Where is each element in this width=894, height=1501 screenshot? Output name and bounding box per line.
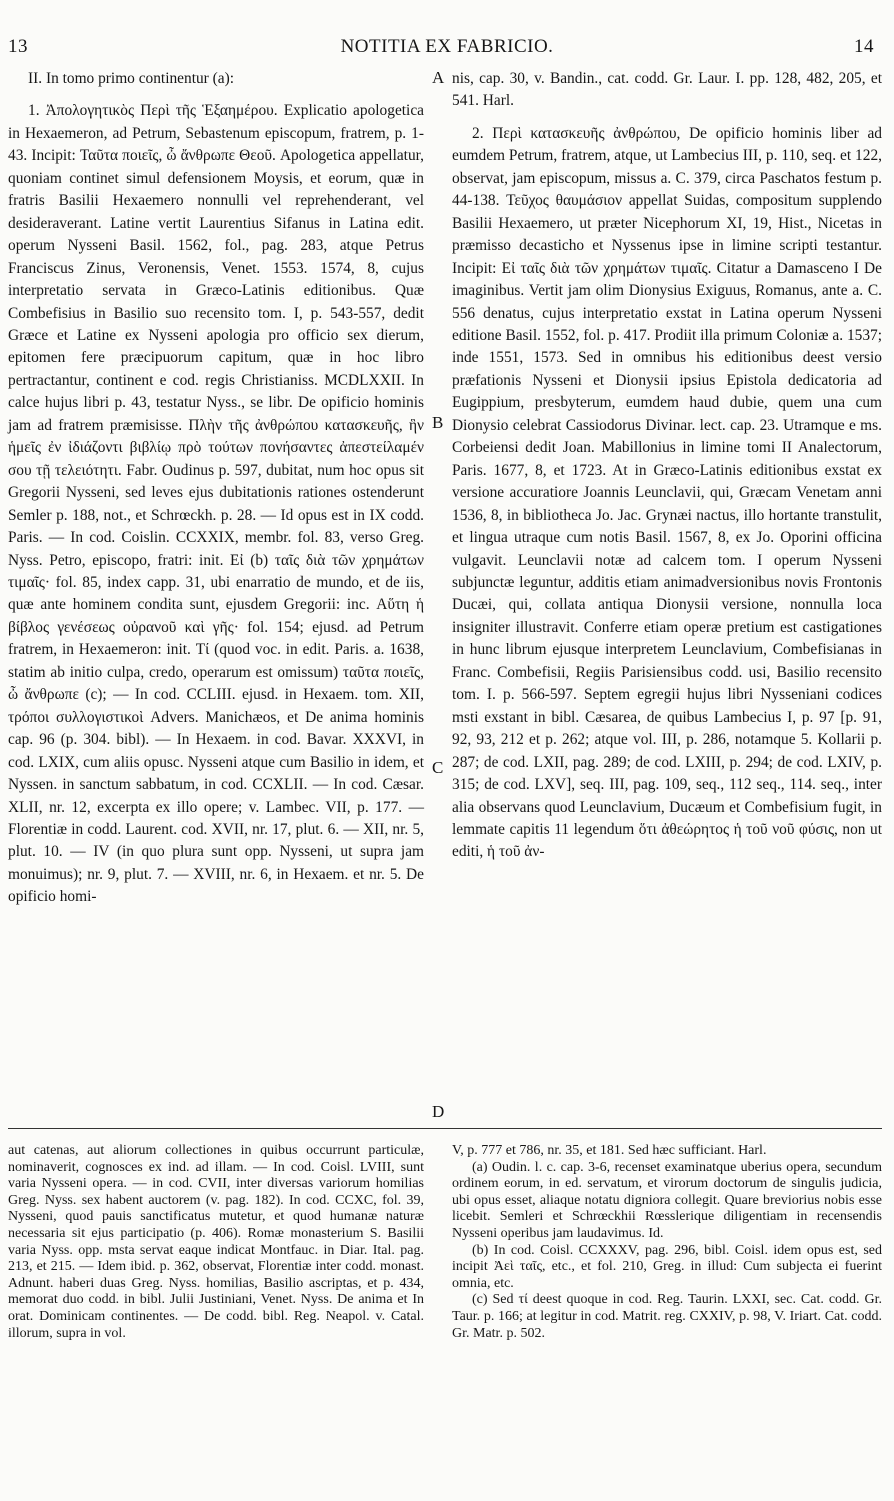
running-title: NOTITIA EX FABRICIO. [340, 36, 554, 57]
right-page-number: 14 [854, 36, 874, 57]
margin-letter-c: C [432, 758, 444, 777]
section-heading: II. In tomo primo continentur (a): [28, 70, 235, 87]
margin-letter-a: A [432, 68, 445, 87]
paragraph-item-2: 2. Περὶ κατασκευῆς ἀνθρώπου, De opificio hominis liber ad eumdem Petrum, fratrem, atque, ut Lambecius III, p. 110, seq. et 122, observat, jam episcopum, missus a. C. 379, circa Paschatos festum p. 44-138. Τεῦχος θαυμάσιον appellat Suidas, compositum supplendo Basilii Hexaemero, ut præter Nicephorum XI, 19, Hist., Nicetas in præmisso decasticho et Nyssenus ipse in limine scripti testantur. Incipit: Εἰ ταῖς διὰ τῶν χρημάτων τιμαῖς. Citatur a Damasceno I De imaginibus. Vertit jam olim Dionysius Exiguus, Romanus, ante a. C. 556 denatus, cujus interpretatio exstat in Latina operum Nysseni editione Basil. 1552, fol. p. 417. Prodiit illa primum Coloniæ a. 1537; inde 1551, 1573. Sed in omnibus his editionibus deest versio præfationis Nysseni et Dionysii ipsius Epistola dedicatoria ad Eugippium, presbyterum, eumdem haud dubie, quem una cum Dionysio celebrat Cassiodorus Divinar. lect. cap. 23. Utramque e ms. Corbeiensi dedit Joan. Mabillonius in limine tomi II Analectorum, Paris. 1677, 8, et 1723. At in Græco-Latinis editionibus exstat ex versione accuratiore Joannis Leunclavii, qui, Græcam Venetam anni 1536, 8, in bibliotheca Jo. Jac. Grynæi nactus, illo hortante transtulit, et lingua utraque cum notis Basil. 1567, 8, ex Jo. Oporini officina vulgavit. Leunclavii notæ ad calcem tom. I operum Nysseni subjunctæ leguntur, additis etiam animadversionibus novis Frontonis Ducæi, qui, collata antiqua Dionysii versione, nonnulla loca insigniter illustravit. Conferre etiam operæ pretium est castigationes in hunc librum ejusque interpretem Leunclavium, Combefisianas in Franc. Combefisii, Regiis Parisiensibus codd. usi, Basilio recensito tom. I. p. 566-597. Septem egregii hujus libri Nysseniani codices msti exstant in bibl. Cæsarea, de quibus Lambecius I, p. 97 [p. 91, 92, 93, 212 et p. 262; atque vol. III, p. 286, notamque 5. Kollarii p. 287; de cod. LXII, pag. 289; de cod. LXIII, p. 294; de cod. LXIV, p. 315; de cod. LXV], seq. III, pag. 109, seq., 112 seq., 114. seq., inter alia observans quod Leunclavium, Ducæum et Combefisium fugit, in lemmate capitis 11 legendum ὅτι ἀθεώρητος ἡ τοῦ νοῦ φύσις, non ut editi, ἡ τοῦ ἀν- [452, 124, 882, 861]
margin-letter-b: B [432, 413, 444, 432]
footnote-rule [8, 1128, 882, 1129]
paragraph-continuation: nis, cap. 30, v. Bandin., cat. codd. Gr. Laur. I. pp. 128, 482, 205, et 541. Harl. [452, 70, 882, 110]
footnote-b: (b) In cod. Coisl. CCXXXV, pag. 296, bibl. Coisl. idem opus est, sed incipit Ἀεὶ ταῖς, etc., et fol. 210, Greg. in illud: Cum subjecta ei fuerint omnia, etc. [452, 1242, 882, 1291]
left-column [8, 68, 424, 909]
footnote-a: (a) Oudin. l. c. cap. 3-6, recenset examinatque uberius opera, secundum ordinem eorum, in ed. servatum, et virorum doctorum de singulis judicia, ubi opus esset, aliaque notatu digniora collegit. Quare breviorius nobis esse licebit. Semleri et Schrœckhii Rœsslerique diligentiam in recensendis Nysseni operibus jam laudavimus. Id. [452, 1159, 882, 1241]
footnote-continuation: aut catenas, aut aliorum collectiones in quibus occurrunt particulæ, nominaverit, cognosces ex ind. ad illam. — In cod. Coisl. LVIII, sunt varia Nysseni opera. — in cod. CVII, inter diversas variorum homilias Greg. Nyss. sex habent auctorem (v. pag. 182). In cod. CCXC, fol. 39, Nysseni, quod pauis sanctificatus mutetur, et quod humanæ naturæ necessaria sit ejus participatio (p. 406). Romæ monasterium S. Basilii varia Nyss. opp. msta servat eaque indicat Montfauc. in Diar. Ital. pag. 213, et 215. — Idem ibid. p. 362, observat, Florentiæ inter codd. monast. Adnunt. haberi duas Greg. Nyss. homilias, Basilio ascriptas, et p. 434, memorat duo codd. in bibl. Julii Justiniani, Venet. Nyss. De anima et In orat. Dominicam continentes. — De codd. bibl. Reg. Neapol. v. Catal. illorum, supra in vol. [8, 1143, 424, 1341]
right-column [452, 68, 882, 864]
footnotes-right [452, 1143, 882, 1342]
paragraph-item-1: 1. Ἀπολογητικὸς Περὶ τῆς Ἑξαημέρου. Explicatio apologetica in Hexaemeron, ad Petrum, Sebastenum episcopum, fratrem, p. 1-43. Incipit: Ταῦτα ποιεῖς, ὦ ἄνθρωπε Θεοῦ. Apologetica appellatur, quoniam continet simul defensionem Moysis, et eorum, quæ in fratris Basilii Hexaemero nonnulli vel reprehenderant, vel desideraverant. Latine vertit Laurentius Sifanus in Latina edit. operum Nysseni Basil. 1562, fol., pag. 283, atque Petrus Franciscus Zinus, Veronensis, Venet. 1553. 1574, 8, cujus interpretatio servata in Græco-Latinis editionibus. Quæ Combefisius in Basilio suo recensito tom. I, p. 543-557, dedit Græce et Latine ex Nysseni apologia pro officio sex dierum, epitomen fere præcipuorum capitum, quæ in hoc libro pertractantur, continent e cod. regis Christianiss. MCDLXXII. In calce hujus libri p. 43, testatur Nyss., se libr. De opificio hominis jam ad fratrem præmisisse. Πλὴν τῆς ἀνθρώπου κατασκευῆς, ἣν ἡμεῖς ἐν ἰδιάζοντι βιβλίῳ πρὸ τούτων πονήσαντες ἀπεστείλαμέν σου τῇ τελειότητι. Fabr. Oudinus p. 597, dubitat, num hoc opus sit Gregorii Nysseni, sed leves ejus dubitationis rationes ostenderunt Semler p. 188, not., et Schrœckh. p. 28. — Id opus est in IX codd. Paris. — In cod. Coislin. CCXXIX, membr. fol. 83, verso Greg. Nyss. Petro, episcopo, fratri: init. Εἰ (b) ταῖς διὰ τῶν χρημάτων τιμαῖς· fol. 85, index capp. 31, ubi enarratio de mundo, et de iis, quæ ante hominem condita sunt, ejusdem Gregorii: inc. Αὕτη ἡ βίβλος γενέσεως οὐρανοῦ καὶ γῆς· fol. 154; ejusd. ad Petrum fratrem, in Hexaemeron: init. Τί (quod voc. in edit. Paris. a. 1638, statim ab initio culpa, credo, operarum est omissum) ταῦτα ποιεῖς, ὦ ἄνθρωπε (c); — In cod. CCLIII. ejusd. in Hexaem. tom. XII, τρόποι συλλογιστικοὶ Advers. Manichæos, et De anima hominis cap. 96 (p. 304. bibl). — In Hexaem. in cod. Bavar. XXXVI, in cod. LXIX, cum aliis opusc. Nysseni atque cum Basilio in idem, et Nyssen. in sanctum sabbatum, in cod. CCXLII. — In cod. Cæsar. XLII, nr. 12, excerpta ex illo opere; v. Lambec. VII, p. 177. — Florentiæ in codd. Laurent. cod. XVII, nr. 17, plut. 6. — XII, nr. 5, plut. 10. — IV (in quo plura sunt opp. Nysseni, ut supra jam monuimus); nr. 9, plut. 7. — XVIII, nr. 6, in Hexaem. et nr. 5. De opificio homi- [8, 102, 424, 906]
left-page-number: 13 [8, 36, 28, 57]
footnotes-left [8, 1143, 424, 1342]
footnote-continuation-right: V, p. 777 et 786, nr. 35, et 181. Sed hæc sufficiant. Harl. [452, 1143, 767, 1158]
footnote-c: (c) Sed τί deest quoque in cod. Reg. Taurin. LXXI, sec. Cat. codd. Gr. Taur. p. 166; at legitur in cod. Matrit. reg. CXXIV, p. 98, V. Iriart. Cat. codd. Gr. Matr. p. 502. [452, 1292, 882, 1341]
margin-letter-d: D [432, 1102, 445, 1121]
